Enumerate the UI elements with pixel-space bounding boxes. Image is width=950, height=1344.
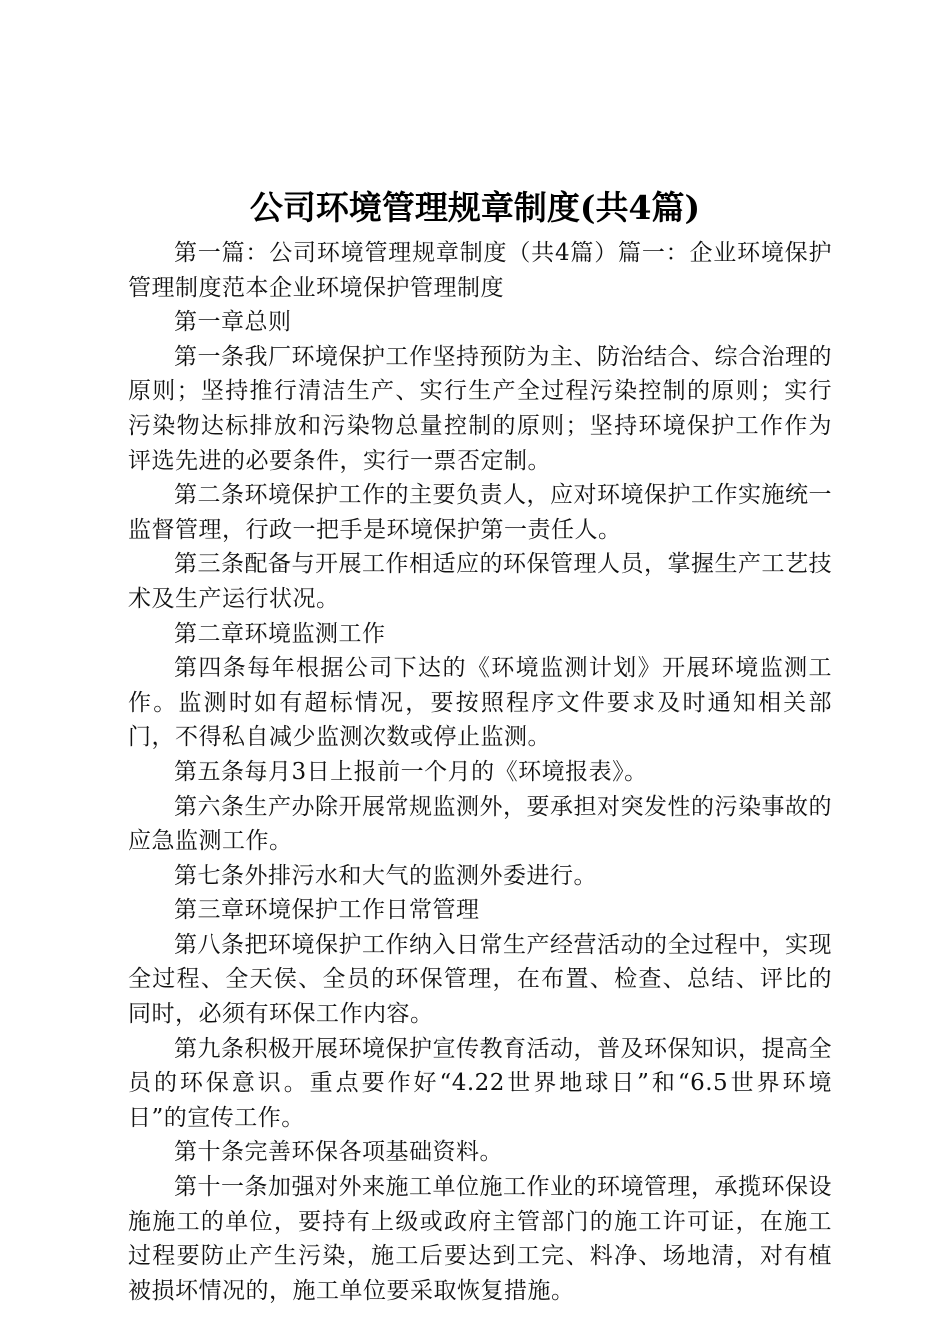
paragraph-chapter-two: 第二章环境监测工作 [174, 620, 386, 647]
document-title: 公司环境管理规章制度(共4篇) [249, 188, 701, 227]
paragraph-article-4: 第四条每年根据公司下达的《环境监测计划》开展环境监测工作。监测时如有超标情况，要按照程序文件要求及时通知相关部门，不得私自减少监测次数或停止监测。 [128, 655, 832, 751]
paragraph-article-3: 第三条配备与开展工作相适应的环保管理人员，掌握生产工艺技术及生产运行状况。 [128, 551, 832, 612]
paragraph-chapter-three: 第三章环境保护工作日常管理 [174, 897, 480, 924]
paragraph-article-1: 第一条我厂环境保护工作坚持预防为主、防治结合、综合治理的原则；坚持推行清洁生产、实行生产全过程污染控制的原则；实行污染物达标排放和污染物总量控制的原则；坚持环境保护工作作为评选先进的必要条件，实行一票否定制。 [128, 343, 832, 474]
paragraph-article-6: 第六条生产办除开展常规监测外，要承担对突发性的污染事故的应急监测工作。 [128, 793, 832, 855]
paragraph-part-one-heading: 第一篇：公司环境管理规章制度（共4篇）篇一：企业环境保护管理制度范本企业环境保护管理制度 [128, 240, 832, 301]
paragraph-article-11: 第十一条加强对外来施工单位施工作业的环境管理，承揽环保设施施工的单位，要持有上级或政府主管部门的施工许可证，在施工过程要防止产生污染，施工后要达到工完、料净、场地清，对有植被损坏情况的，施工单位要采取恢复措施。 [128, 1174, 832, 1304]
document-body [128, 236, 832, 1308]
paragraph-chapter-one: 第一章总则 [174, 309, 292, 336]
paragraph-article-7: 第七条外排污水和大气的监测外委进行。 [174, 862, 597, 889]
paragraph-article-10: 第十条完善环保各项基础资料。 [174, 1139, 503, 1166]
paragraph-article-2: 第二条环境保护工作的主要负责人，应对环境保护工作实施统一监督管理，行政一把手是环境保护第一责任人。 [128, 482, 832, 543]
paragraph-article-5: 第五条每月3日上报前一个月的《环境报表》。 [174, 758, 648, 785]
paragraph-article-8: 第八条把环境保护工作纳入日常生产经营活动的全过程中，实现全过程、全天侯、全员的环保管理，在布置、检查、总结、评比的同时，必须有环保工作内容。 [128, 931, 832, 1028]
paragraph-article-9: 第九条积极开展环境保护宣传教育活动，普及环保知识，提高全员的环保意识。重点要作好“4.22世界地球日”和“6.5世界环境日”的宣传工作。 [128, 1035, 832, 1131]
